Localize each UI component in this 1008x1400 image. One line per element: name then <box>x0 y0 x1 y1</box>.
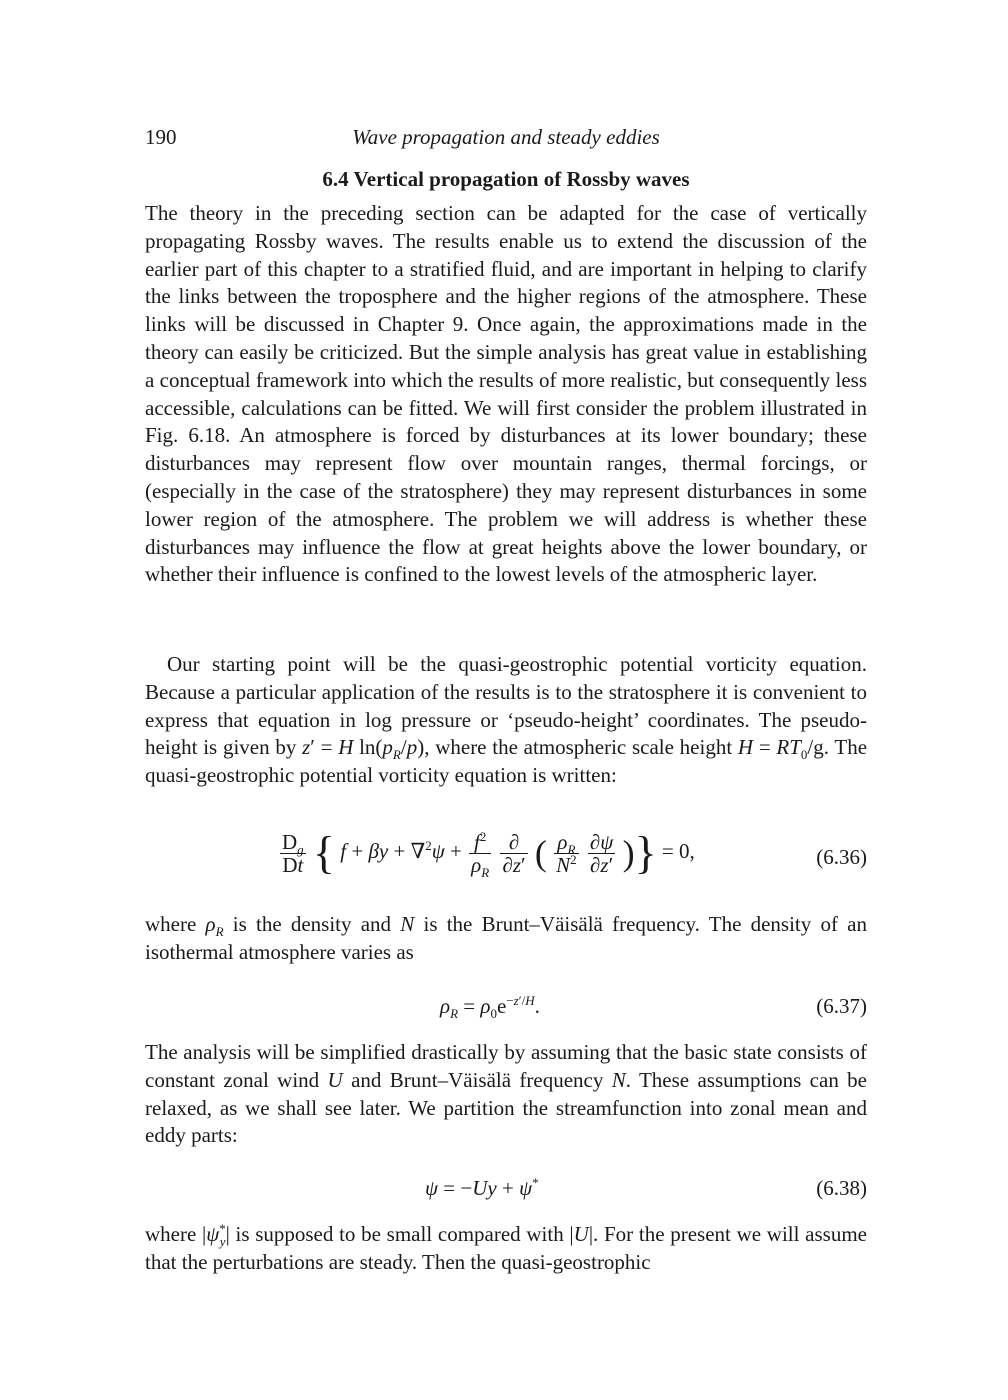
equation-6-37 <box>145 993 867 1023</box>
page-number: 190 <box>145 125 177 149</box>
equation-6-36 <box>145 827 867 888</box>
equation-6-37-number: (6.37) <box>816 994 867 1018</box>
equation-6-36-body: $\frac{D_g}{Dt}$ { f + βy + ∇$^2$ψ + $\frac{f^2}{\rho_R}$ $\frac{\partial}{\partial z'}$ ( $\frac{\rho_R}{N^2}$ $\frac{\partial\psi}{\partial z'}$ )} = 0, <box>282 827 695 880</box>
paragraph-perturbations: where $|\psi^*_y|$ is supposed to be small compared with |U|. For the present we will assume that the perturbations are steady. Then the quasi-geostrophic <box>145 1221 867 1274</box>
paragraph-intro: The theory in the preceding section can be adapted for the case of vertically propagating Rossby waves. The results enable us to extend the discussion of the earlier part of this chapter to a stratified fluid, and are important in helping to clarify the links between the troposphere and the higher regions of the atmosphere. These links will be discussed in Chapter 9. Once again, the approximations made in the theory can easily be criticized. But the simple analysis has great value in establishing a conceptual framework into which the results of more realistic, but consequently less accessible, calculations can be fitted. We will first consider the problem illustrated in Fig. 6.18. An atmosphere is forced by disturbances at its lower boundary; these disturbances may represent flow over mountain ranges, thermal forcings, or (especially in the case of the stratosphere) they may represent disturbances in some lower region of the atmosphere. The problem we will address is whether these disturbances may influence the flow at great heights above the lower boundary, or whether their influence is confined to the lowest levels of the atmospheric layer. <box>145 201 867 587</box>
section-title: 6.4 Vertical propagation of Rossby waves <box>322 167 690 191</box>
equation-6-37-body: $\rho_R = \rho_0e^{-z'/H}$. <box>440 993 540 1022</box>
equation-6-36-number: (6.36) <box>816 845 867 869</box>
paragraph-density: where $\rho_R$ is the density and N is the Brunt–Väisälä frequency. The density of an isothermal atmosphere varies as <box>145 912 867 964</box>
running-title: Wave propagation and steady eddies <box>352 125 660 149</box>
equation-6-38-number: (6.38) <box>816 1176 867 1200</box>
equation-6-38 <box>145 1175 867 1205</box>
paragraph-basic-state: The analysis will be simplified drastically by assuming that the basic state consists of constant zonal wind U and Brunt–Väisälä frequency N. These assumptions can be relaxed, as we shall see later. We partition the streamfunction into zonal mean and eddy parts: <box>145 1040 867 1148</box>
paragraph-starting-point: Our starting point will be the quasi-geostrophic potential vorticity equation. Because a particular application of the results is to the stratosphere it is convenient to express that equation in log pressure or ‘pseudo-height’ coordinates. The pseudo-height is given by z′ = H $\ln(p_R/p)$, where the atmospheric scale height $H = RT_0/g$. The quasi-geostrophic potential vorticity equation is written: <box>145 652 868 788</box>
equation-6-38-body: ψ = −Uy + ψ* <box>425 1175 539 1200</box>
